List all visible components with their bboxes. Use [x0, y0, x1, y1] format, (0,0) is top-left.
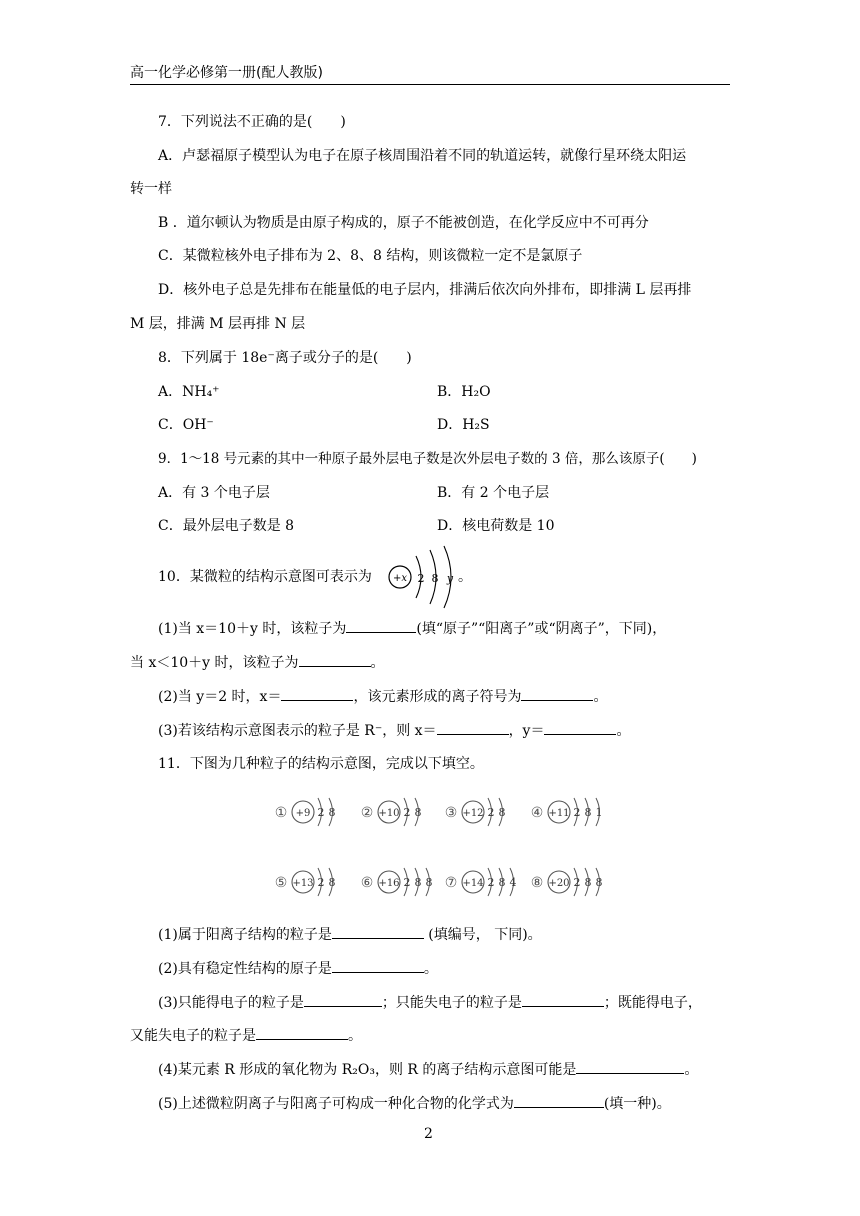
shell-electron-count: 2 [403, 876, 411, 889]
particle-diagram [445, 868, 517, 896]
nucleus-charge: +16 [378, 878, 400, 889]
particle-number: ① [275, 805, 288, 821]
q11-part3-line1: (3)只能得电子的粒子是 ；只能失电子的粒子是 ；既能得电子， [158, 992, 702, 1013]
particle-diagram [445, 798, 506, 826]
q7-stem: 7．下列说法不正确的是( ) [158, 114, 346, 130]
q10-blank-1[interactable] [346, 618, 416, 633]
q7-option-a-cont: 转一样 [130, 181, 172, 197]
q11-blank-5[interactable] [256, 1025, 348, 1040]
shell-electron-count: 2 [573, 876, 581, 889]
q10-part3: (3)若该结构示意图表示的粒子是 R⁻，则 x＝ ，y＝ 。 [158, 720, 630, 741]
shell-electron-count: 2 [573, 806, 581, 819]
shell-electron-count: 8 [328, 876, 336, 889]
q11-blank-6[interactable] [576, 1059, 684, 1074]
q11-part1: (1)属于阳离子结构的粒子是 (填编号， 下同)。 [158, 924, 542, 945]
shell-electron-count: 2 [317, 876, 325, 889]
particle-number: ⑤ [275, 875, 288, 891]
q10-shell-3: y [446, 572, 454, 585]
particle-diagram [361, 868, 433, 896]
q11-blank-7[interactable] [514, 1093, 604, 1108]
nucleus-charge: +9 [295, 808, 311, 819]
particle-diagram [275, 798, 336, 826]
q10-shell-2: 8 [431, 572, 439, 585]
particle-diagram [275, 868, 336, 896]
q10-blank-6[interactable] [544, 720, 616, 735]
particle-diagram [361, 798, 422, 826]
q10-nucleus: +x [392, 573, 408, 584]
particle-number: ⑧ [530, 875, 544, 891]
q7-option-d-cont: M 层，排满 M 层再排 N 层 [130, 316, 306, 332]
q11-part2: (2)具有稳定性结构的原子是 。 [158, 958, 438, 979]
q10-blank-2[interactable] [299, 652, 371, 667]
shell-electron-count: 2 [487, 806, 495, 819]
shell-electron-count: 8 [584, 876, 592, 889]
shell-electron-count: 4 [509, 876, 517, 889]
shell-electron-count: 8 [328, 806, 336, 819]
shell-electron-count: 8 [414, 806, 422, 819]
q10-stem: 10．某微粒的结构示意图可表示为 [158, 569, 372, 585]
particle-diagram [531, 868, 603, 896]
shell-electron-count: 8 [595, 876, 603, 889]
shell-electron-count: 8 [584, 806, 592, 819]
shell-electron-count: 2 [317, 806, 325, 819]
q8-option-d: D．H₂S [437, 417, 490, 433]
shell-electron-count: 8 [414, 876, 422, 889]
q11-blank-1[interactable] [332, 924, 424, 939]
nucleus-charge: +20 [548, 878, 570, 889]
q10-structure-diagram [384, 544, 464, 610]
q11-part3-line2: 又能失电子的粒子是 。 [130, 1025, 362, 1046]
shell-electron-count: 2 [403, 806, 411, 819]
q11-blank-2[interactable] [332, 958, 424, 973]
q10-part2: (2)当 y＝2 时，x＝ ，该元素形成的离子符号为 。 [158, 686, 607, 707]
q8-option-c: C．OH⁻ [158, 417, 214, 433]
shell-electron-count: 2 [487, 876, 495, 889]
q8-option-b: B．H₂O [437, 384, 491, 400]
q7-option-c: C．某微粒核外电子排布为 2、8、8 结构，则该微粒一定不是氯原子 [158, 248, 583, 264]
particle-number: ② [360, 805, 374, 821]
q10-stem-end: 。 [458, 569, 472, 585]
nucleus-charge: +13 [292, 878, 314, 889]
q7-option-b: B ．道尔顿认为物质是由原子构成的，原子不能被创造，在化学反应中不可再分 [158, 215, 649, 231]
q11-structure-diagrams [275, 784, 615, 914]
header-title: 高一化学必修第一册(配人教版) [130, 65, 323, 81]
q11-stem: 11．下图为几种粒子的结构示意图，完成以下填空。 [158, 756, 484, 772]
q11-blank-3[interactable] [304, 992, 382, 1007]
particle-number: ④ [530, 805, 544, 821]
q8-stem: 8．下列属于 18e⁻离子或分子的是( ) [158, 350, 412, 366]
q10-blank-3[interactable] [281, 686, 353, 701]
shell-electron-count: 8 [498, 806, 506, 819]
nucleus-charge: +14 [462, 878, 484, 889]
q10-part1-line1: (1)当 x＝10＋y 时，该粒子为 (填“原子”“阳离子”或“阴离子”，下同)， [158, 618, 666, 639]
shell-electron-count: 8 [425, 876, 433, 889]
q8-option-a: A．NH₄⁺ [158, 384, 220, 400]
q10-blank-5[interactable] [437, 720, 509, 735]
q10-shell-1: 2 [417, 572, 425, 585]
particle-number: ⑥ [360, 875, 374, 891]
q10-blank-4[interactable] [521, 686, 593, 701]
q9-option-a: A．有 3 个电子层 [158, 485, 270, 501]
shell-electron-count: 8 [498, 876, 506, 889]
q9-option-c: C．最外层电子数是 8 [158, 518, 295, 534]
shell-electron-count: 1 [595, 806, 603, 819]
q11-blank-4[interactable] [522, 992, 604, 1007]
q7-option-d: D．核外电子总是先排布在能量低的电子层内，排满后依次向外排布，即排满 L 层再排 [158, 282, 692, 298]
nucleus-charge: +12 [462, 808, 484, 819]
particle-diagram [531, 798, 603, 826]
q11-part5: (5)上述微粒阴离子与阳离子可构成一种化合物的化学式为 (填一种)。 [158, 1093, 671, 1114]
q9-option-d: D．核电荷数是 10 [437, 518, 555, 534]
page-number: 2 [424, 1126, 433, 1142]
q9-stem: 9．1～18 号元素的其中一种原子最外层电子数是次外层电子数的 3 倍，那么该原子( ) [158, 451, 697, 467]
nucleus-charge: +11 [548, 808, 570, 819]
page-header [130, 62, 730, 85]
q11-part4: (4)某元素 R 形成的氧化物为 R₂O₃，则 R 的离子结构示意图可能是 。 [158, 1059, 698, 1080]
nucleus-charge: +10 [378, 808, 400, 819]
particle-number: ⑦ [444, 875, 458, 891]
q10-part1-line2: 当 x＜10＋y 时，该粒子为 。 [130, 652, 385, 673]
q9-option-b: B．有 2 个电子层 [437, 485, 550, 501]
q7-option-a: A．卢瑟福原子模型认为电子在原子核周围沿着不同的轨道运转，就像行星环绕太阳运 [158, 148, 687, 164]
particle-number: ③ [444, 805, 458, 821]
